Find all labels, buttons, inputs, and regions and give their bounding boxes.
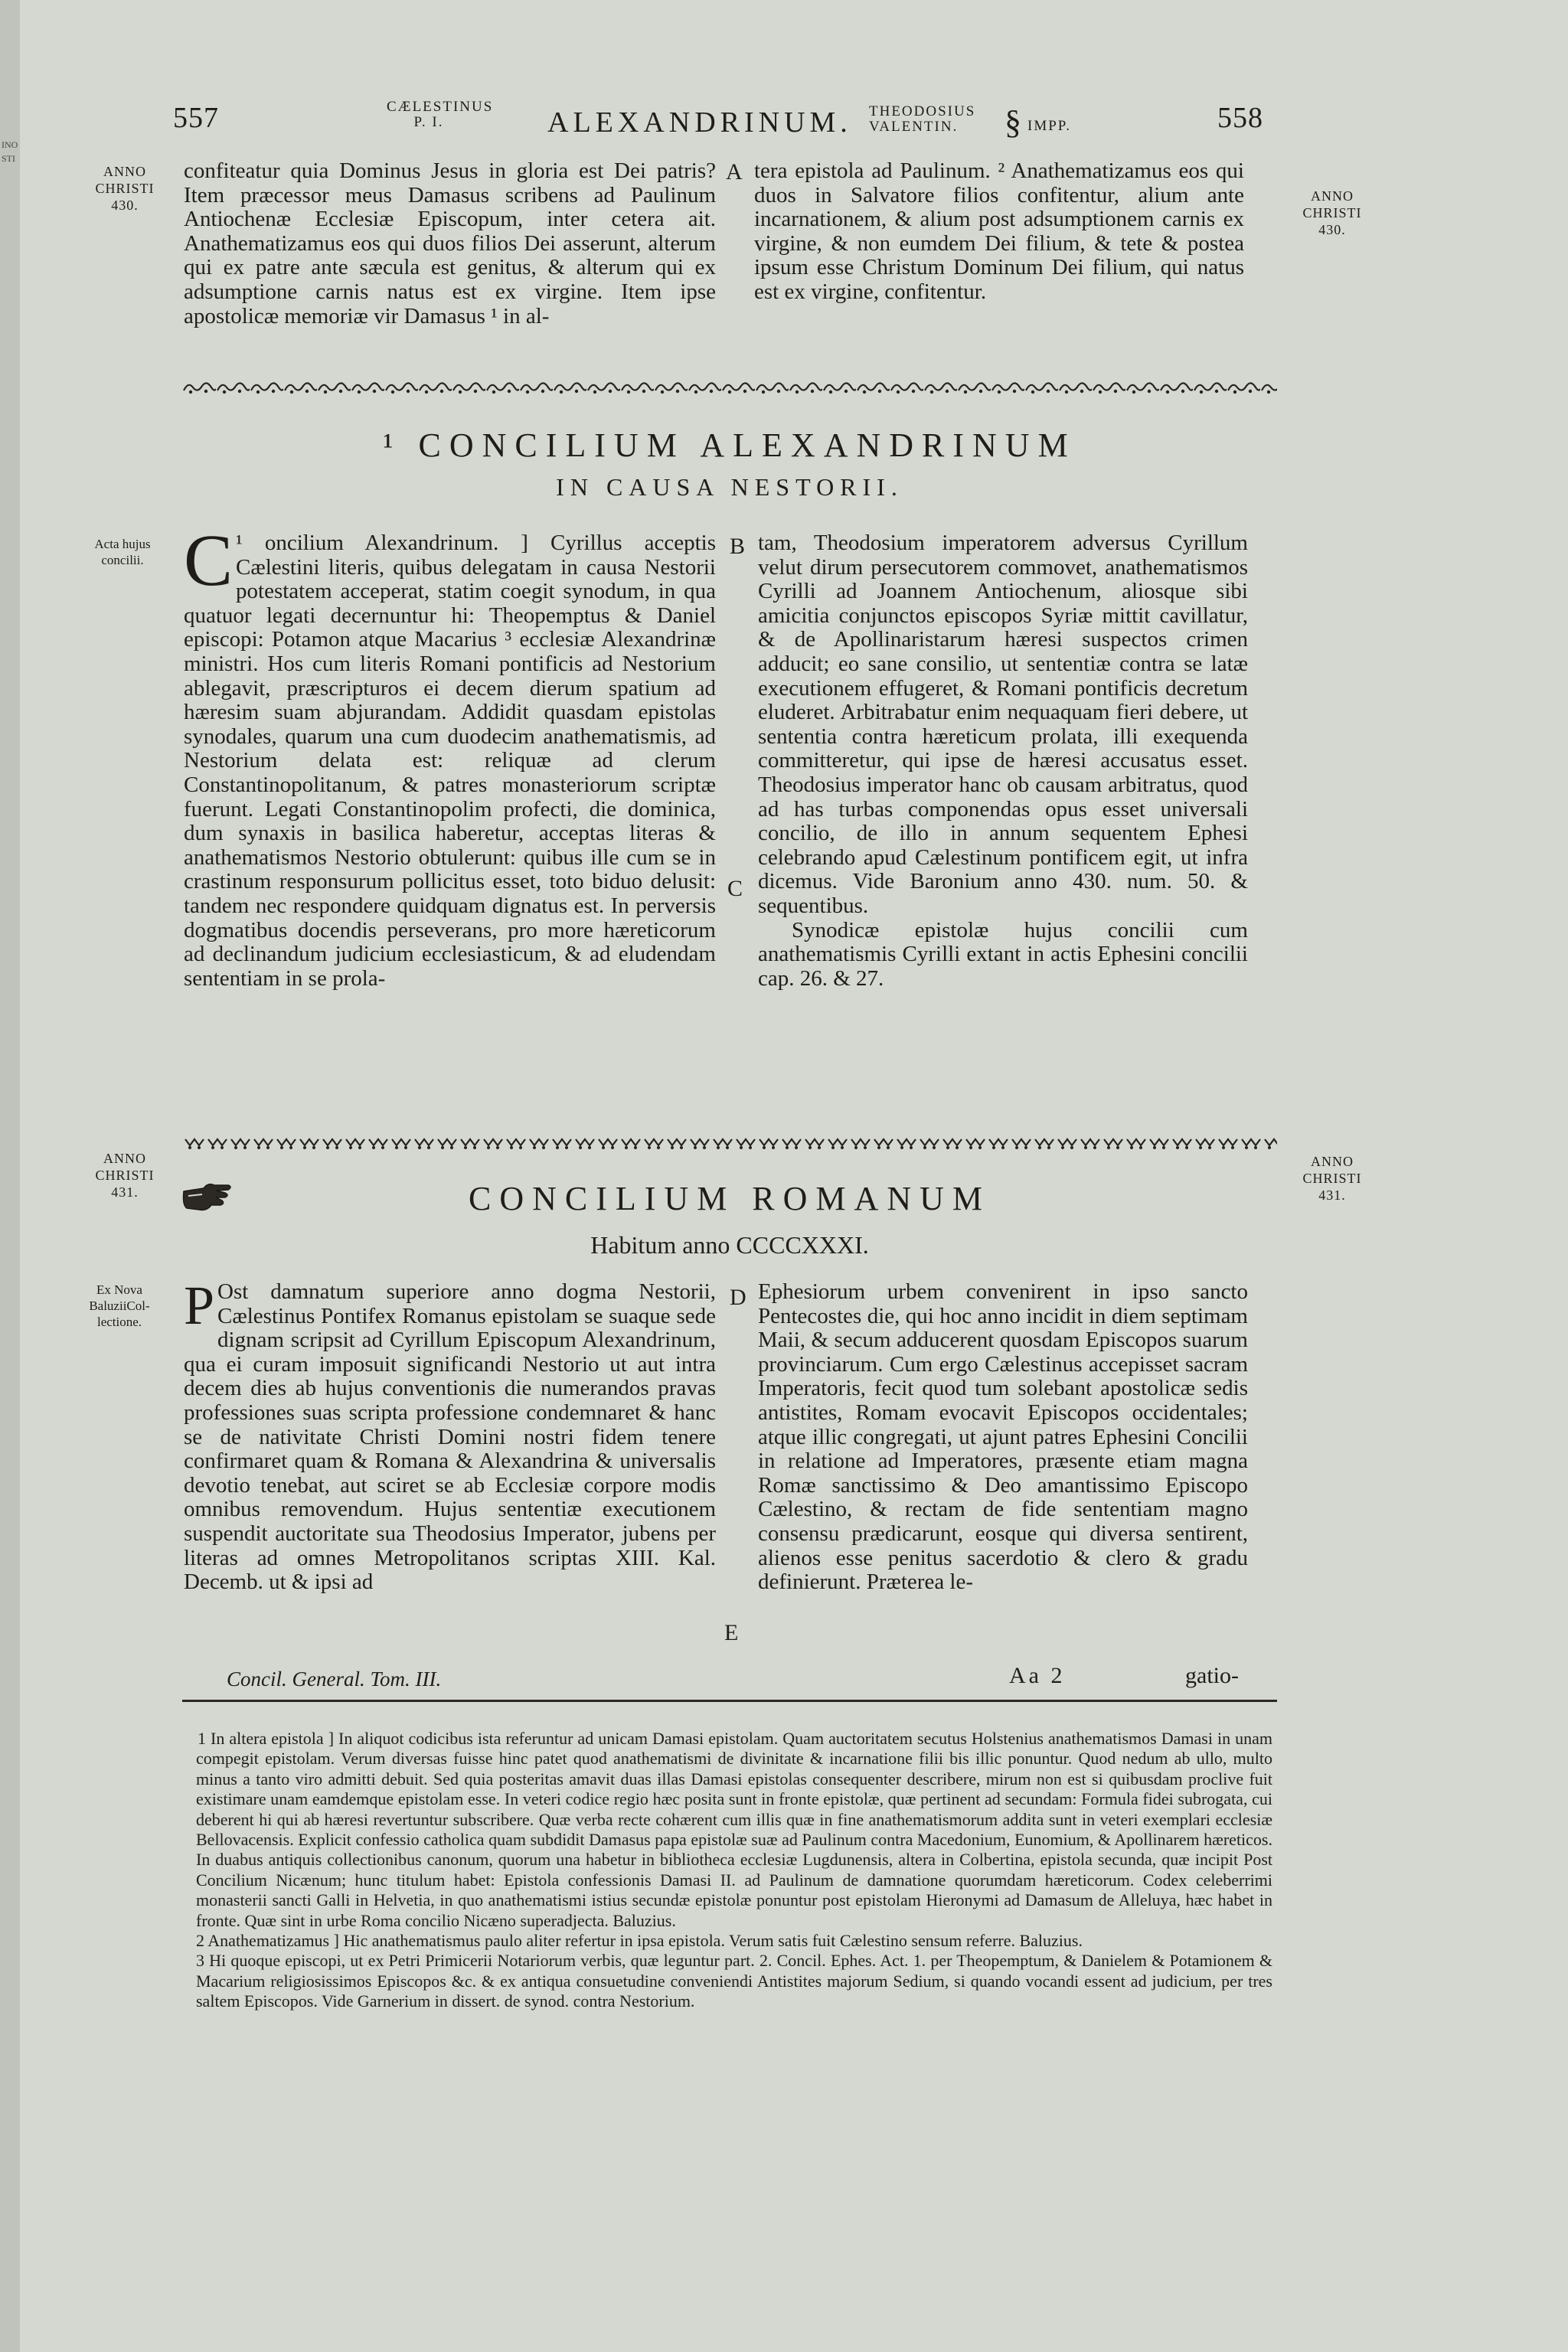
dropcap-c: C [184, 519, 234, 601]
christi-label: CHRISTI [1302, 1171, 1362, 1186]
section-letter-a: A [726, 159, 743, 185]
margin-note-ex-nova [74, 1282, 165, 1330]
pope-name: CÆLESTINUS [387, 99, 494, 115]
christi-label: CHRISTI [95, 181, 155, 196]
emperors-running-head [869, 104, 999, 135]
year-label: 431. [1318, 1187, 1346, 1203]
signature-mark: Aa 2 [1009, 1663, 1066, 1688]
alexandrinum-right-text: tam, Theodosium imperatorem adversus Cyrillum velut dirum persecutorem commovet, anathematismos Cyrilli ad Joannem Antiochenum, aliosque sibi amicitia conjunctos episcopos Syriæ mittit cavillatur, & de Apollinaristarum hæresi suspectos crimen adducit; eo sane consilio, ut sententiæ contra se latæ executionem effugeret, & Romani pontificis decretum eluderet. Arbitrabatur enim nequaquam fieri debere, ut sententia contra hæreticum prolata, illi exequenda committeretur, qui ipse de hæresi accusatus esset. Theodosius imperator hanc ob causam arbitratus, quod ad has turbas componendas opus esset universali concilio, de illo in annum sequentem Ephesi celebrando apud Cælestinum pontificem egit, ut infra dicemus. Vide Baronium anno 430. num. 50. & sequentibus. [758, 531, 1248, 918]
alexandrinum-right-column [758, 531, 1248, 991]
footnote-divider [182, 1700, 1277, 1702]
adjacent-page-edge [0, 0, 20, 2352]
romanum-title: CONCILIUM ROMANUM [468, 1180, 991, 1217]
section-letter-b: B [730, 534, 746, 559]
romanum-subtitle: Habitum anno CCCCXXXI. [590, 1231, 869, 1259]
alexandrinum-title: ¹ CONCILIUM ALEXANDRINUM [383, 426, 1076, 464]
footnote-1: 1 In altera epistola ] In aliquot codicibus ista referuntur ad unicam Damasi epistolam. Quam auctoritatem secutus Holstenius anathematismos Damasi in unam compegit epistolam. Verum diversas fuisse hinc patet quod anathematismi de divinitate & incarnatione filii bis illic ponuntur. Quod nedum ab ullo, multo minus a tanto viro admitti debuit. Sed quia posteritas amavit duas illas Damasi epistolas consequenter describere, mirum non est si quibusdam proclive fuit existimare unam eamdemque epistolam esse. In veteri codice regio hæc posita sunt in fronte epistolæ, quæ pertinent ad secundam: Formula fidei subrogata, cui deberent hi qui ab hæresi revertuntur subscribere. Quæ verba recte cohærent cum illis quæ in fine anathematismorum addita sunt in veteri exemplari ecclesiæ Bellovacensis. Explicit confessio catholica quam subdidit Damasus papa epistolæ suæ ad Paulinum contra Macedonium, Eunomium, & Apollinarem hæreticos. In duabus antiquis collectionibus canonum, quorum una habetur in bibliotheca ecclesiæ Lugdunensis, altera in Colbertina, epistola secunda, quæ incipit Post Concilium Nicænum; hunc titulum habet: Epistola confessionis Damasi II. ad Paulinum de damnatione quorumdam hæreticorum. Codex celeberrimi monasterii sancti Galli in Helvetia, in quo anathematismi istius secundæ epistolæ ponuntur post epistolam Hieronymi ad Damasum de Alleluya, hæc habet in fronte. Quæ sint in urbe Roma concilio Nicæno superadjecta. Baluzius. [196, 1729, 1272, 1930]
emperors-brace: § [1004, 103, 1021, 141]
ex-nova-line1: Ex Nova [96, 1282, 142, 1297]
emperor-theodosius: THEODOSIUS [869, 103, 976, 119]
margin-note-acta [77, 536, 168, 568]
dropcap-p: P [184, 1275, 215, 1336]
adjacent-page-fragment: INO STI [2, 139, 18, 164]
year-label: 430. [111, 198, 139, 213]
romanum-right-column: Ephesiorum urbem convenirent in ipso sancto Pentecostes die, qui hoc anno incidit in diem septimam Maii, & secum adducerent quosdam Episcopos suarum provinciarum. Cum ergo Cælestinus accepisset sacram Imperatoris, fecit quod tum solebant apostolicæ sedis antistites, Romam evocavit Episcopos occidentales; atque illic congregati, ut ajunt patres Ephesini Concilii in relatione ad Imperatores, præsente etiam magna Romæ sanctissimo & Deo amantissimo Episcopo Cælestino, & rectam de fide sententiam magno consensu prædicarunt, eosque qui diversa sentirent, alienos esse penitus sacerdotio & clero & gradu definierunt. Præterea le- [758, 1279, 1248, 1595]
top-right-column: tera epistola ad Paulinum. ² Anathematizamus eos qui duos in Salvatore filios confitentur, alium ante incarnationem, & alium post adsumptionem carnis ex virgine, & non eumdem Dei filium, & tete & postea ipsum esse Christum Dominum Dei filium, qui natus est ex virgine, confitentur. [754, 158, 1244, 304]
alexandrinum-left-text: ¹ oncilium Alexandrinum. ] Cyrillus acceptis Cælestini literis, quibus delegatam in causa Nestorii potestatem acceperat, statim coegit synodum, in qua quatuor legati decernuntur hi: Theopemptus & Daniel episcopi: Potamon atque Macarius ³ ecclesiæ Alexandrinæ ministri. Hos cum literis Romani pontificis ad Nestorium ablegavit, præscripturos ei decem dierum spatium ad hæresim suam abjurandam. Addidit quasdam epistolas synodales, quarum una cum duodecim anathematismis, ad Nestorium delata est: reliquæ ad clerum Constantinopolitanum, & patres monasteriorum scriptæ fuerunt. Legati Constantinopolim profecti, die dominica, dum synaxis in basilica haberetur, acceptas literas & anathematismos Nestorio obtulerunt: quibus ille cum se in crastinum responsurum pollicitus esset, toto biduo delusit: tandem nec respondere quidquam dignatus est. In perversis dogmatibus docendis perseverans, pro more hæreticorum ad declinandum judicium ecclesiasticum, & ad eludendam sententiam in se prola- [184, 531, 716, 991]
anno-label: ANNO [1311, 188, 1354, 204]
section-letter-c: C [727, 876, 743, 901]
anno-note-left-430 [83, 163, 167, 214]
footnote-3: 3 Hi quoque episcopi, ut ex Petri Primicerii Notariorum verbis, quæ leguntur part. 2. Concil. Ephes. Act. 1. per Theopemptum, & Danielem & Potamionem & Macarium religiosissimos Episcopos &c. & ex antiqua consuetudine conveniendi Antistites majorum Sedium, si quando vocandi essent ad judicium, per tres saltem Episcopos. Vide Garnerium in dissert. de synod. contra Nestorium. [196, 1951, 1272, 2011]
top-left-column: confiteatur quia Dominus Jesus in gloria est Dei patris? Item præcessor meus Damasus scribens ad Paulinum Antiochenæ Ecclesiæ Episcopum, inter cetera ait. Anathematizamus eos qui duos filios Dei asserunt, alterum qui ex patre ante sæcula est genitus, & alterum qui ex adsumptione carnis natus est ex virgine. Item ipse apostolicæ memoriæ vir Damasus ¹ in al- [184, 158, 716, 328]
anno-label: ANNO [103, 164, 146, 179]
pope-number: P. I. [413, 114, 444, 130]
ornamental-rule-middle [182, 1135, 1277, 1152]
section-letter-e: E [724, 1620, 739, 1645]
emperors-label: IMPP. [1027, 118, 1071, 134]
acta-line1: Acta hujus [94, 537, 151, 551]
running-title: ALEXANDRINUM. [547, 106, 852, 139]
alexandrinum-left-column [184, 519, 716, 991]
anno-note-left-431 [83, 1150, 167, 1200]
romanum-left-column [184, 1275, 716, 1595]
acta-line2: concilii. [101, 553, 144, 567]
ornamental-rule-top [182, 380, 1277, 397]
anno-note-right-431 [1290, 1153, 1374, 1204]
pope-running-head [387, 99, 494, 130]
romanum-left-text: Ost damnatum superiore anno dogma Nestorii, Cælestinus Pontifex Romanus epistolam se suaque sede dignam scripsit ad Cyrillum Episcopum Alexandrinum, qua ei curam imposuit significandi Nestorio ut aut intra decem dies ab hujus conventionis die numerandos pravas professiones suas scripta professione condemnaret & hanc se de nativitate Christi Domini nostri fidem tenere confirmaret quam & Romana & Alexandrina & universalis devotio tenebat, aut sciret se ab Ecclesiæ corpore modis omnibus removendum. Hujus sententiæ executionem suspendit auctoritate sua Theodosius Imperator, jubens per literas ad omnes Metropolitanos scriptas XIII. Kal. Decemb. ut & ipsi ad [184, 1279, 716, 1595]
emperor-valentinian: VALENTIN. [869, 119, 959, 135]
section-letter-d: D [730, 1285, 746, 1310]
anno-label: ANNO [103, 1151, 146, 1166]
ex-nova-line3: lectione. [96, 1315, 142, 1329]
anno-label: ANNO [1311, 1154, 1354, 1169]
left-page-number: 557 [173, 102, 219, 134]
ex-nova-line2: BaluziiCol- [89, 1298, 150, 1313]
christi-label: CHRISTI [1302, 205, 1362, 220]
year-label: 430. [1318, 222, 1346, 237]
right-page-number: 558 [1217, 102, 1263, 134]
alexandrinum-right-text-p2: Synodicæ epistolæ hujus concilii cum anathematismis Cyrilli extant in actis Ephesini concilii cap. 26. & 27. [758, 917, 1248, 991]
catchword: gatio- [1185, 1663, 1239, 1688]
footnote-2: 2 Anathematizamus ] Hic anathematismus paulo aliter refertur in ipsa epistola. Verum satis fuit Cælestino sensum referre. Baluzius. [196, 1931, 1083, 1951]
year-label: 431. [111, 1184, 139, 1200]
christi-label: CHRISTI [95, 1168, 155, 1183]
footnotes [196, 1729, 1272, 2012]
anno-note-right-430 [1290, 188, 1374, 238]
alexandrinum-subtitle: IN CAUSA NESTORII. [556, 473, 903, 501]
volume-note: Concil. General. Tom. III. [227, 1668, 442, 1690]
